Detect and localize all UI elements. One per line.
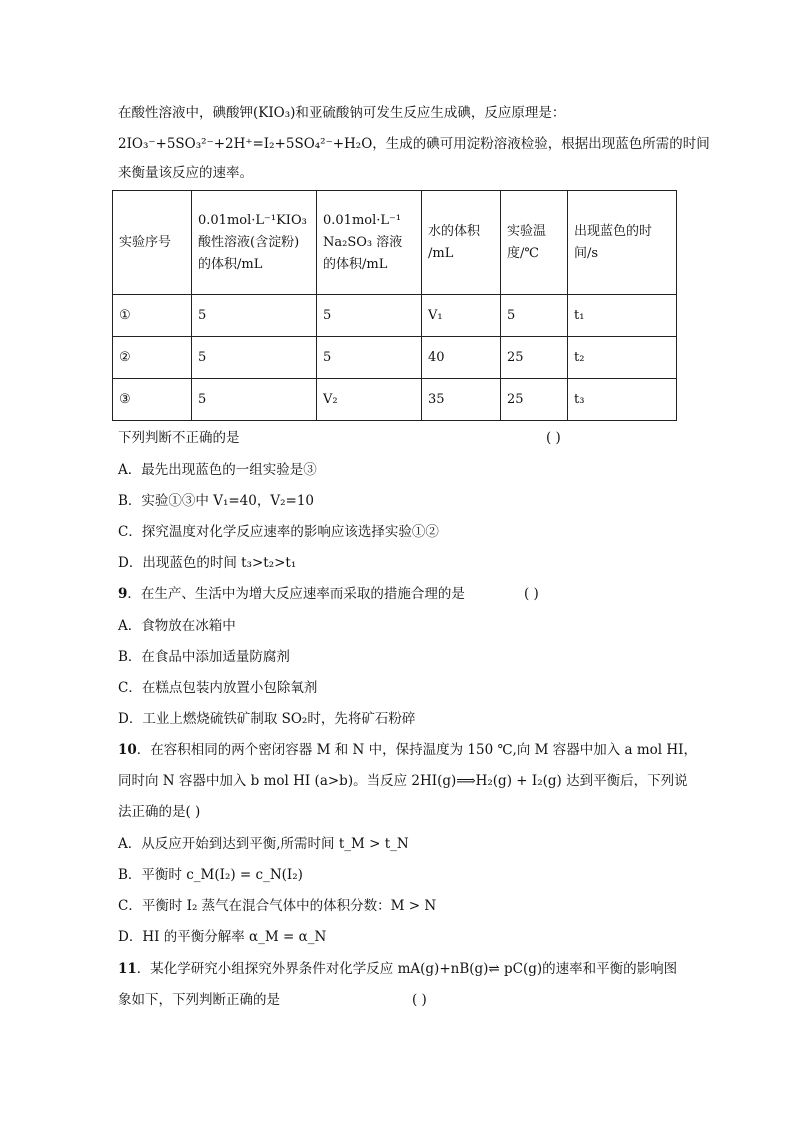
q8-option-a: A．最先出现蓝色的一组实验是③ (118, 462, 317, 478)
table-cell: 5 (192, 295, 317, 337)
q8-option-c: C．探究温度对化学反应速率的影响应该选择实验①② (118, 524, 439, 540)
intro-line-1: 在酸性溶液中，碘酸钾(KIO₃)和亚硫酸钠可发生反应生成碘，反应原理是： (118, 105, 566, 121)
q10-option-b: B．平衡时 c_M(I₂) = c_N(I₂) (118, 867, 303, 883)
table-cell: 25 (501, 379, 568, 421)
q9-option-d: D．工业上燃烧硫铁矿制取 SO₂时，先将矿石粉碎 (118, 711, 416, 727)
table-cell: 40 (422, 337, 501, 379)
table-row (113, 295, 677, 337)
q9-answer-paren: ( ) (524, 586, 539, 602)
table-cell: V₂ (317, 379, 422, 421)
table-cell: V₁ (422, 295, 501, 337)
table-cell: t₃ (568, 379, 677, 421)
table-cell: 25 (501, 337, 568, 379)
q11-stem-line-2: 象如下，下列判断正确的是 (118, 992, 280, 1008)
header-cell: 出现蓝色的时 间/s (568, 191, 677, 295)
table-cell: t₁ (568, 295, 677, 337)
table-row (113, 337, 677, 379)
q8-answer-paren: ( ) (546, 430, 561, 446)
table-cell: 5 (317, 295, 422, 337)
q8-option-b: B．实验①③中 V₁=40，V₂=10 (118, 493, 315, 509)
table-header-row (113, 191, 677, 295)
q11-answer-paren: ( ) (412, 992, 427, 1008)
q10-number: 10 (118, 742, 137, 758)
table-cell: ② (113, 337, 192, 379)
header-cell: 0.01mol·L⁻¹ Na₂SO₃ 溶液 的体积/mL (317, 191, 422, 295)
header-cell: 0.01mol·L⁻¹KIO₃ 酸性溶液(含淀粉) 的体积/mL (192, 191, 317, 295)
q9-stem: 9．在生产、生活中为增大反应速率而采取的措施合理的是 (118, 586, 465, 602)
table-cell: t₂ (568, 337, 677, 379)
table-cell: 5 (192, 337, 317, 379)
header-cell: 水的体积 /mL (422, 191, 501, 295)
table-cell: 5 (501, 295, 568, 337)
q9-option-a: A．食物放在冰箱中 (118, 618, 236, 634)
q10-option-c: C．平衡时 I₂ 蒸气在混合气体中的体积分数：M > N (118, 898, 437, 914)
q11-stem-line-1: 11．某化学研究小组探究外界条件对化学反应 mA(g)+nB(g)⇌ pC(g)的速率和平衡的影响图 (118, 961, 678, 977)
q10-option-a: A．从反应开始到达到平衡,所需时间 t_M > t_N (118, 836, 409, 852)
q10-option-d: D．HI 的平衡分解率 α_M = α_N (118, 929, 327, 945)
q11-number: 11 (118, 961, 137, 977)
experiment-table (112, 190, 677, 421)
table-cell: 5 (192, 379, 317, 421)
intro-line-2: 2IO₃⁻+5SO₃²⁻+2H⁺=I₂+5SO₄²⁻+H₂O，生成的碘可用淀粉溶液检验，根据出现蓝色所需的时间 (118, 136, 710, 152)
q10-stem-line-1: 10．在容积相同的两个密闭容器 M 和 N 中，保持温度为 150 ℃,向 M 容器中加入 a mol HI， (118, 742, 698, 758)
q8-stem: 下列判断不正确的是 (118, 430, 240, 446)
header-cell: 实验温 度/℃ (501, 191, 568, 295)
q10-stem-line-3: 法正确的是( ) (118, 804, 201, 820)
q9-option-c: C．在糕点包装内放置小包除氧剂 (118, 680, 318, 696)
table-cell: ③ (113, 379, 192, 421)
table-cell: 5 (317, 337, 422, 379)
table-cell: 35 (422, 379, 501, 421)
q9-number: 9 (118, 586, 128, 602)
intro-line-3: 来衡量该反应的速率。 (118, 165, 253, 181)
table-row (113, 379, 677, 421)
q9-option-b: B．在食品中添加适量防腐剂 (118, 649, 290, 665)
q8-option-d: D．出现蓝色的时间 t₃>t₂>t₁ (118, 555, 297, 571)
table-cell: ① (113, 295, 192, 337)
header-cell: 实验序号 (113, 191, 192, 295)
q10-stem-line-2: 同时向 N 容器中加入 b mol HI (a>b)。当反应 2HI(g)⟹H₂(g) + I₂(g) 达到平衡后，下列说 (118, 773, 688, 789)
